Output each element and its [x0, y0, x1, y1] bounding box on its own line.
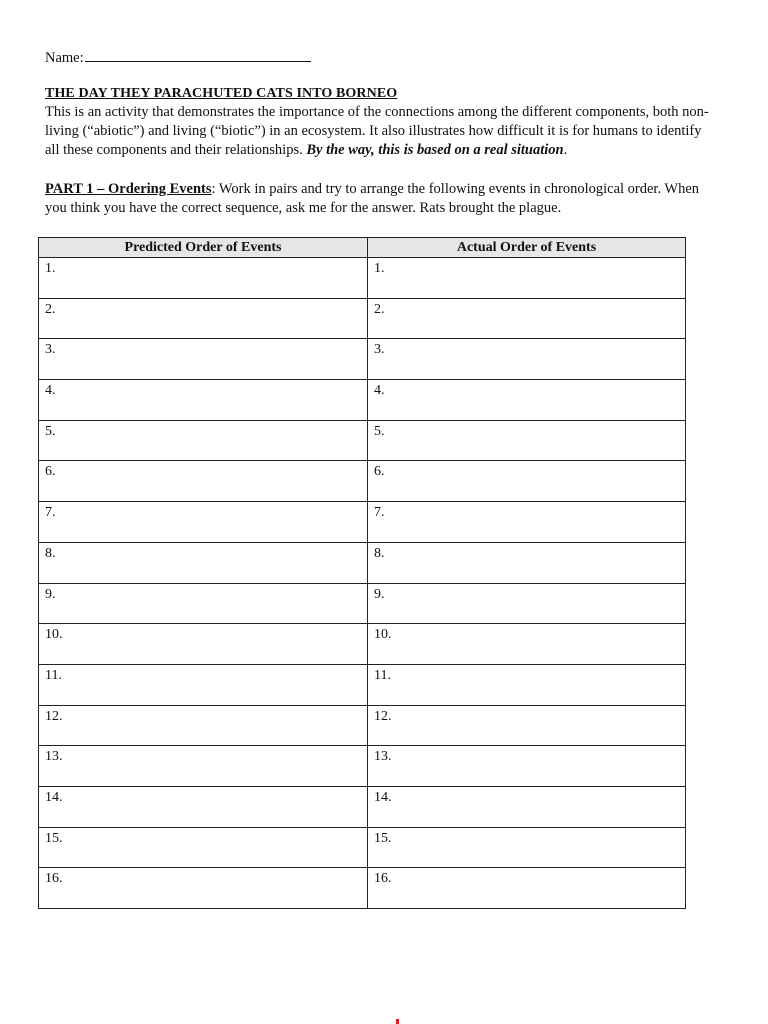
intro-text: This is an activity that demonstrates the importance of the connections among the different components, both non-living (“abiotic”) and living (“biotic”) in an ecosystem. It also illustrates how difficult it is for humans to identify all these components and their relationships.: [45, 104, 709, 158]
actual-order-cell[interactable]: 1.: [368, 258, 686, 299]
table-row: [39, 705, 686, 746]
actual-order-cell[interactable]: 15.: [368, 827, 686, 868]
actual-order-cell[interactable]: 14.: [368, 786, 686, 827]
worksheet-page: [45, 46, 725, 233]
predicted-order-cell[interactable]: 8.: [39, 542, 368, 583]
actual-order-cell[interactable]: 6.: [368, 461, 686, 502]
part1-paragraph: [45, 180, 717, 218]
table-row: [39, 624, 686, 665]
intro-emphasis: By the way, this is based on a real situation: [306, 142, 564, 158]
predicted-order-cell[interactable]: 2.: [39, 298, 368, 339]
actual-order-cell[interactable]: 5.: [368, 420, 686, 461]
table-row: [39, 664, 686, 705]
table-header-row: [39, 238, 686, 258]
table-row: [39, 298, 686, 339]
predicted-order-cell[interactable]: 6.: [39, 461, 368, 502]
red-mark: [396, 1019, 399, 1024]
predicted-order-cell[interactable]: 10.: [39, 624, 368, 665]
worksheet-title: THE DAY THEY PARACHUTED CATS INTO BORNEO: [45, 86, 398, 101]
actual-order-cell[interactable]: 8.: [368, 542, 686, 583]
actual-order-cell[interactable]: 10.: [368, 624, 686, 665]
predicted-order-cell[interactable]: 4.: [39, 380, 368, 421]
table-row: [39, 420, 686, 461]
table-row: [39, 583, 686, 624]
part1-text: : Work in pairs and try to arrange the following events in chronological order. When you think you have the correct sequence, ask me for the answer. Rats brought the plague.: [45, 181, 700, 216]
intro-end: .: [563, 142, 568, 158]
predicted-order-cell[interactable]: 1.: [39, 258, 368, 299]
name-field-row: [45, 46, 725, 66]
predicted-order-cell[interactable]: 15.: [39, 827, 368, 868]
events-table-body: [39, 258, 686, 909]
table-row: [39, 746, 686, 787]
predicted-order-cell[interactable]: 13.: [39, 746, 368, 787]
table-row: [39, 380, 686, 421]
name-label: Name:: [45, 50, 84, 66]
predicted-order-cell[interactable]: 7.: [39, 502, 368, 543]
actual-order-cell[interactable]: 2.: [368, 298, 686, 339]
name-blank-line: [85, 46, 311, 62]
predicted-order-cell[interactable]: 12.: [39, 705, 368, 746]
events-table: [38, 237, 686, 909]
actual-order-cell[interactable]: 16.: [368, 868, 686, 909]
table-row: [39, 502, 686, 543]
actual-order-cell[interactable]: 13.: [368, 746, 686, 787]
table-row: [39, 786, 686, 827]
table-row: [39, 461, 686, 502]
actual-order-cell[interactable]: 11.: [368, 664, 686, 705]
table-row: [39, 339, 686, 380]
intro-paragraph: [45, 103, 717, 160]
table-row: [39, 542, 686, 583]
predicted-order-cell[interactable]: 11.: [39, 664, 368, 705]
part1-heading: PART 1 – Ordering Events: [45, 181, 212, 197]
predicted-order-cell[interactable]: 3.: [39, 339, 368, 380]
predicted-order-cell[interactable]: 9.: [39, 583, 368, 624]
actual-order-cell[interactable]: 12.: [368, 705, 686, 746]
actual-order-cell[interactable]: 9.: [368, 583, 686, 624]
actual-order-cell[interactable]: 4.: [368, 380, 686, 421]
predicted-order-cell[interactable]: 14.: [39, 786, 368, 827]
actual-order-header: Actual Order of Events: [368, 238, 686, 258]
table-row: [39, 868, 686, 909]
actual-order-cell[interactable]: 7.: [368, 502, 686, 543]
predicted-order-cell[interactable]: 16.: [39, 868, 368, 909]
predicted-order-cell[interactable]: 5.: [39, 420, 368, 461]
table-row: [39, 827, 686, 868]
actual-order-cell[interactable]: 3.: [368, 339, 686, 380]
table-row: [39, 258, 686, 299]
predicted-order-header: Predicted Order of Events: [39, 238, 368, 258]
